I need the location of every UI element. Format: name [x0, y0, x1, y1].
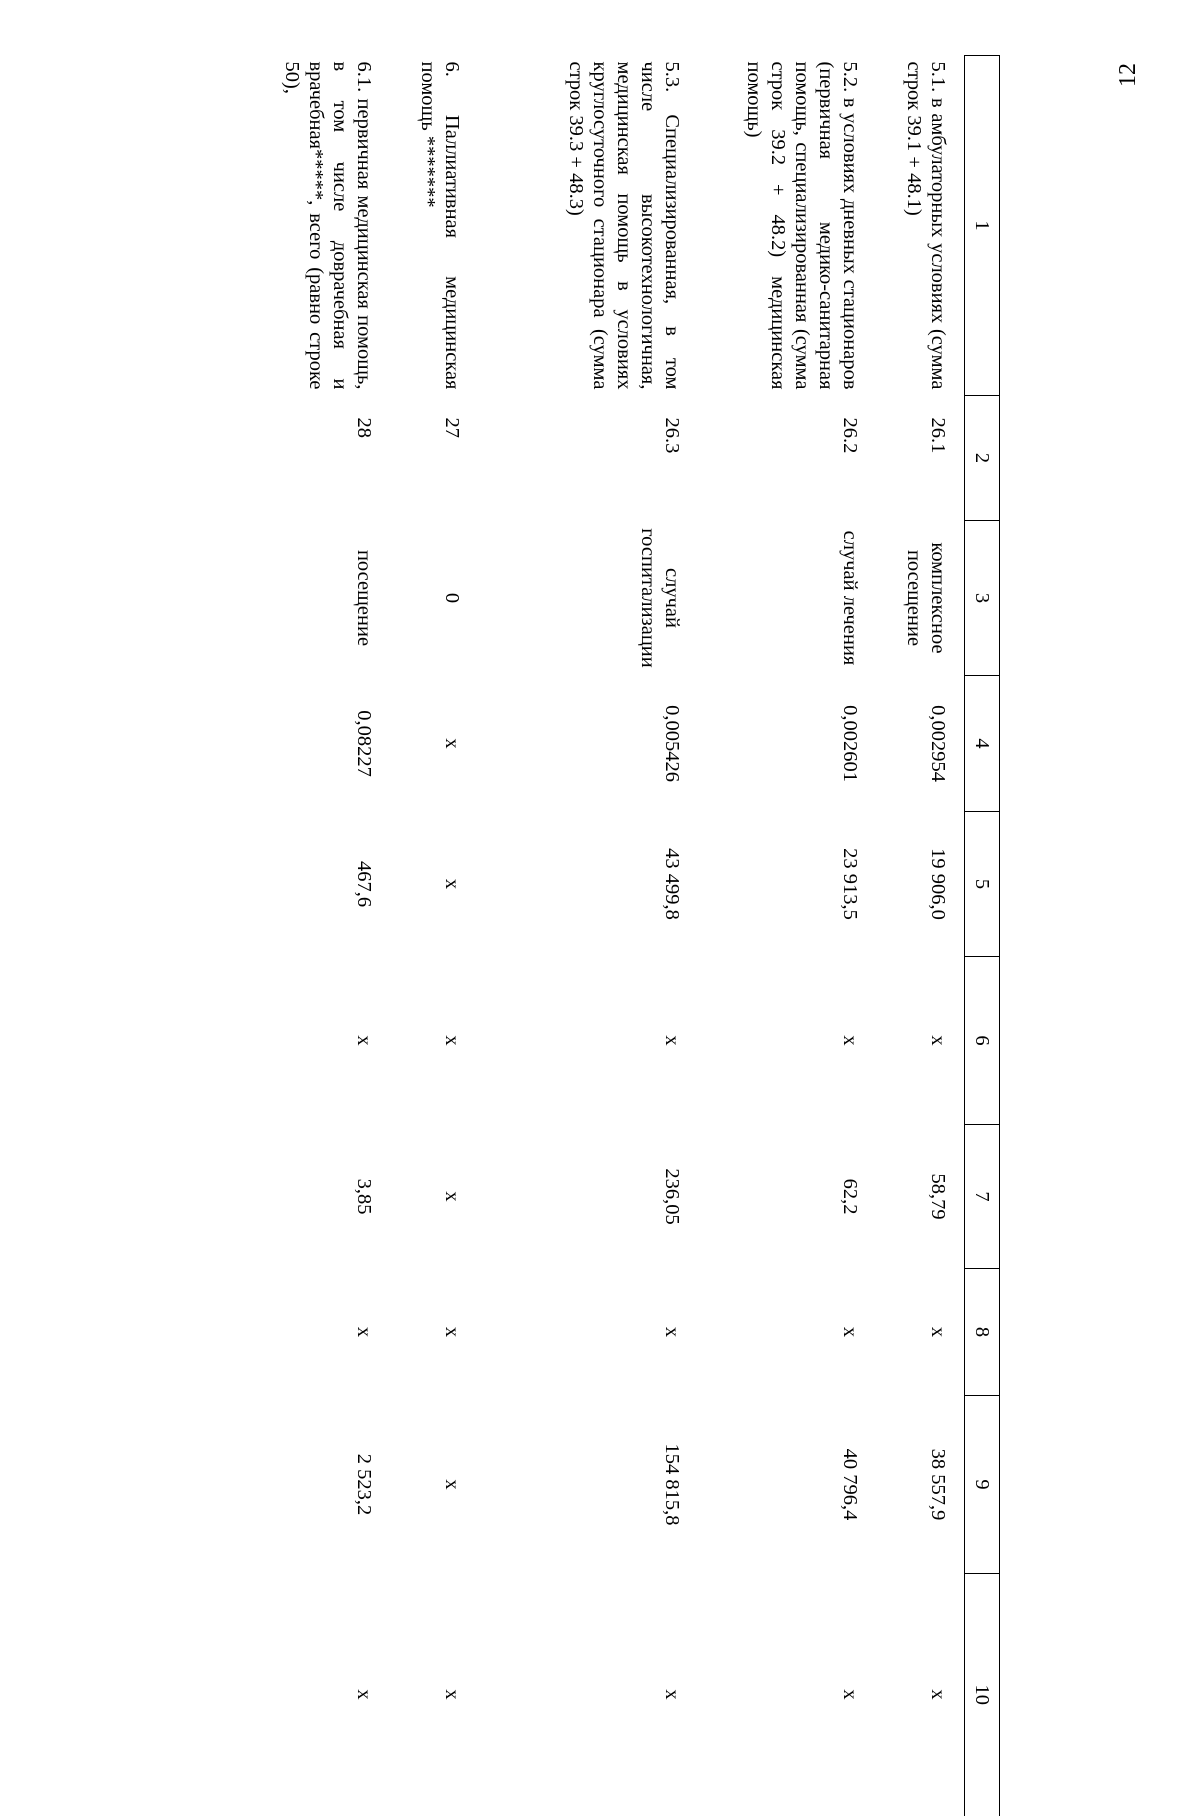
column-header: 1	[965, 56, 1000, 396]
row-label: 5.2. в условиях дневных стационаров (первичная медико-санитарная помощь, специализированная (сумма строк 39.2 + 48.2) медицинская помощь)	[743, 61, 861, 390]
table-cell: x	[839, 1689, 861, 1700]
table-cell: 2 523,2	[353, 1453, 375, 1516]
column-header: 4	[965, 676, 1000, 812]
row-number: 26.1	[927, 417, 949, 454]
table-cell: x	[441, 1326, 463, 1338]
table-row	[246, 56, 390, 1816]
table-cell: x	[661, 1689, 683, 1700]
row-label: 6.1. первичная медицинская помощь, в том числе доврачебная и врачебная*****, всего (равно строке 50),	[281, 61, 375, 390]
table-cell: 0,002954	[927, 705, 949, 782]
table-cell: 0,005426	[661, 705, 683, 782]
table-header-row	[965, 56, 1000, 1816]
table-cell: x	[441, 878, 463, 890]
unit-cell: случай госпитализации	[637, 528, 683, 668]
table-cell: 62,2	[839, 1178, 861, 1215]
table-row	[478, 56, 698, 1816]
table-cell: x	[927, 1035, 949, 1046]
table-cell: x	[441, 1689, 463, 1700]
unit-cell: посещение	[353, 549, 375, 647]
table-row	[698, 56, 876, 1816]
column-header: 5	[965, 812, 1000, 957]
row-number: 26.2	[839, 417, 861, 454]
column-header: 2	[965, 396, 1000, 521]
table-cell: 3,85	[353, 1178, 375, 1215]
table-cell: 23 913,5	[839, 848, 861, 920]
table-row	[876, 56, 965, 1816]
data-table	[246, 55, 1000, 1816]
table-cell: 40 796,4	[839, 1448, 861, 1521]
table-cell: x	[839, 1035, 861, 1046]
table-cell: 467,6	[353, 860, 375, 908]
table-cell: x	[927, 1326, 949, 1338]
row-label: 5.1. в амбулаторных условиях (сумма строк 39.1 + 48.1)	[903, 61, 949, 390]
column-header: 7	[965, 1125, 1000, 1269]
table-row	[390, 56, 478, 1816]
column-header: 3	[965, 521, 1000, 676]
table-cell: 19 906,0	[927, 848, 949, 920]
rotated-page-content	[275, 55, 1000, 1705]
row-label: 5.3. Специализированная, в том числе высокотехнологичная, медицинская помощь в условиях круглосуточного стационара (сумма строк 39.3 + 48.3)	[565, 61, 683, 390]
row-label: 6. Паллиативная медицинская помощь *******	[417, 61, 463, 390]
table-cell: x	[661, 1035, 683, 1046]
column-header: 10	[965, 1574, 1000, 1816]
table-cell: 58,79	[927, 1173, 949, 1220]
table-cell: x	[839, 1326, 861, 1338]
row-number: 27	[441, 417, 463, 438]
table-cell: 236,05	[661, 1168, 683, 1225]
row-number: 26.3	[661, 417, 683, 454]
table-cell: 0,08227	[353, 710, 375, 777]
table-cell: x	[441, 1479, 463, 1490]
table-cell: 0,002601	[839, 705, 861, 782]
table-cell: x	[353, 1035, 375, 1046]
table-cell: x	[353, 1689, 375, 1700]
column-header: 6	[965, 957, 1000, 1125]
column-header: 9	[965, 1396, 1000, 1574]
table-cell: x	[661, 1326, 683, 1338]
table-cell: 154 815,8	[661, 1443, 683, 1526]
table-cell: 38 557,9	[927, 1448, 949, 1521]
table-cell: x	[927, 1689, 949, 1700]
table-cell: x	[441, 738, 463, 749]
table-cell: x	[353, 1326, 375, 1338]
row-number: 28	[353, 417, 375, 438]
table-cell: x	[441, 1035, 463, 1046]
unit-cell: случай лечения	[839, 530, 861, 666]
table-cell: 43 499,8	[661, 848, 683, 920]
unit-cell: комплексное посещение	[903, 542, 949, 654]
unit-cell: 0	[441, 592, 463, 604]
column-header: 8	[965, 1269, 1000, 1396]
table-cell: x	[441, 1191, 463, 1202]
page-number: 12	[1115, 63, 1141, 87]
